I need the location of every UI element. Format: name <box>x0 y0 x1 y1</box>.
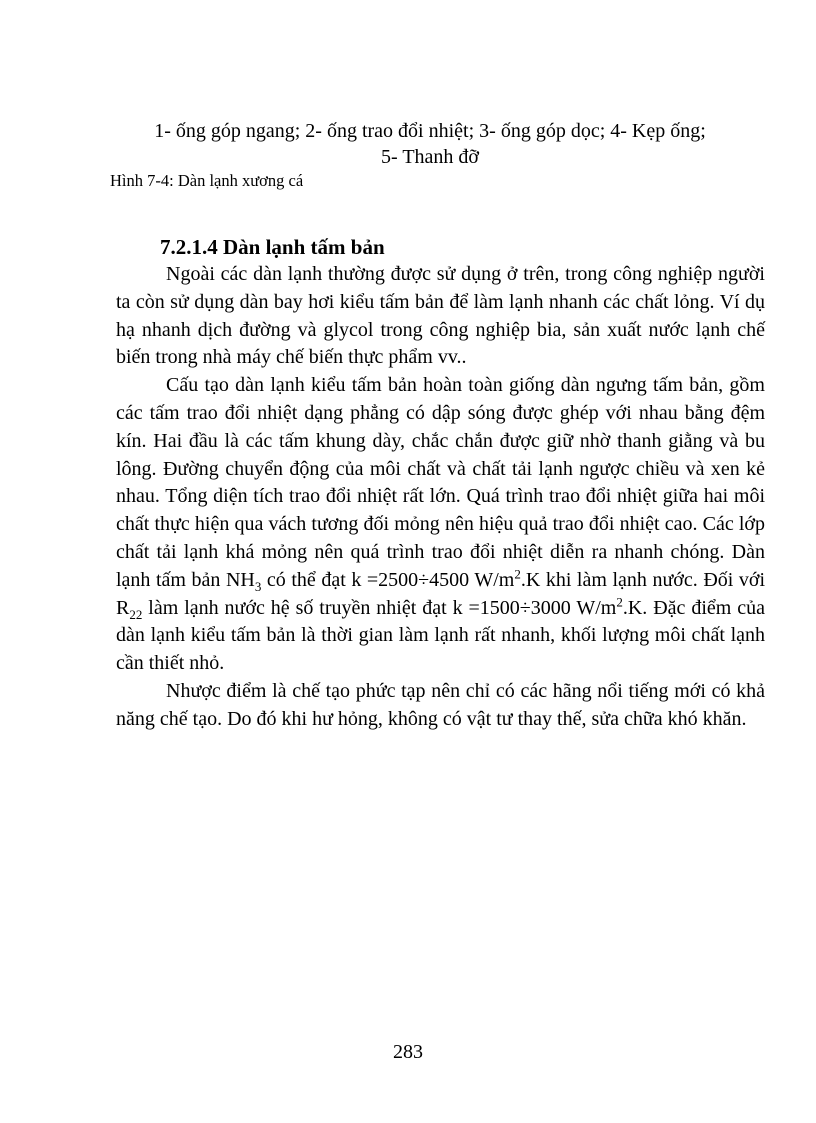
paragraph-2-part-4: làm lạnh nước hệ số truyền nhiệt đạt k =1500÷3000 W/m <box>142 596 617 619</box>
body-text <box>116 261 765 734</box>
page-number: 283 <box>393 1041 423 1063</box>
figure-title: Hình 7-4: Dàn lạnh xương cá <box>110 171 304 190</box>
unit-superscript-2: 2 <box>616 593 623 609</box>
unit-superscript-1: 2 <box>514 566 521 582</box>
paragraph-2-part-1: Cấu tạo dàn lạnh kiểu tấm bản hoàn toàn giống dàn ngưng tấm bản, gồm các tấm trao đổi nhiệt dạng phẳng có dập sóng được ghép với nhau bằng đệm kín. Hai đầu là các tấm khung dày, chắc chắn được giữ nhờ thanh giằng và bu lông. Đường chuyển động của môi chất và chất tải lạnh ngược chiều và xen kẻ nhau. Tổng diện tích trao đổi nhiệt rất lớn. Quá trình trao đổi nhiệt giữa hai môi chất thực hiện qua vách tương đối mỏng nên hiệu quả trao đổi nhiệt cao. Các lớp chất tải lạnh khá mỏng nên quá trình trao đổi nhiệt diễn ra nhanh chóng. Dàn lạnh tấm bản NH <box>116 374 765 591</box>
figure-caption <box>80 118 780 170</box>
paragraph-1: Ngoài các dàn lạnh thường được sử dụng ở trên, trong công nghiệp người ta còn sử dụng dàn bay hơi kiểu tấm bản để làm lạnh nhanh các chất lỏng. Ví dụ hạ nhanh dịch đường và glycol trong công nghiệp bia, sản xuất nước lạnh chế biến trong nhà máy chế biến thực phẩm vv.. <box>116 263 765 369</box>
paragraph-2-part-5: .K. Đặc điểm của dàn lạnh kiểu tấm bản là thời gian làm lạnh rất nhanh, khối lượng môi chất lạnh cần thiết nhỏ. <box>116 596 765 675</box>
nh3-subscript: 3 <box>254 578 262 594</box>
caption-line-2: 5- Thanh đỡ <box>381 146 479 168</box>
paragraph-2-part-2: có thể đạt k =2500÷4500 W/m <box>261 568 515 591</box>
paragraph-3: Nhược điểm là chế tạo phức tạp nên chỉ có các hãng nổi tiếng mới có khả năng chế tạo. Do đó khi hư hỏng, không có vật tư thay thế, sửa chữa khó khăn. <box>116 679 765 730</box>
caption-line-1: 1- ống góp ngang; 2- ống trao đổi nhiệt; 3- ống góp dọc; 4- Kẹp ống; <box>154 120 706 142</box>
paragraph-2-part-3: .K khi làm lạnh nước. Đối với R <box>116 568 766 619</box>
section-heading: 7.2.1.4 Dàn lạnh tấm bản <box>160 235 385 259</box>
r22-subscript: 22 <box>129 606 143 622</box>
paragraph-2 <box>116 372 765 678</box>
